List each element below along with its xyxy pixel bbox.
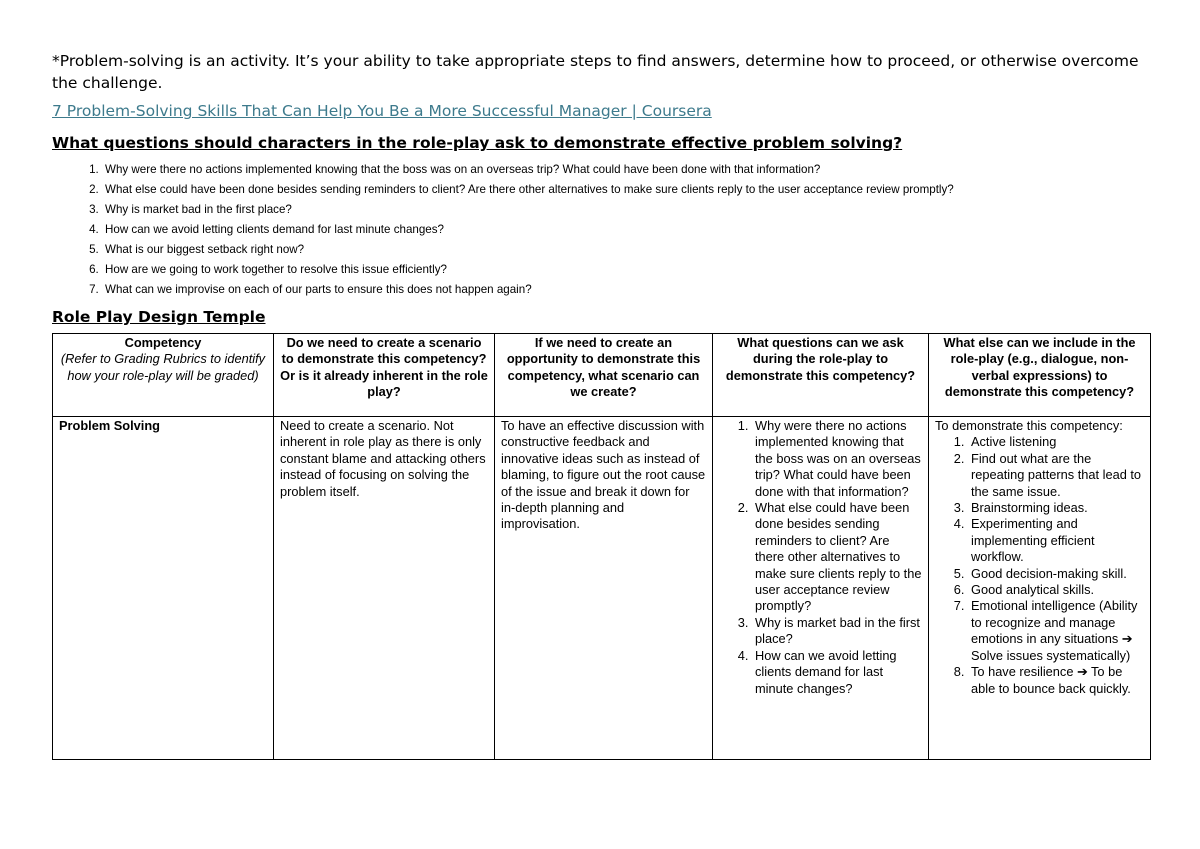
header-competency-note: (Refer to Grading Rubrics to identify how your role-play will be graded) — [60, 351, 266, 383]
list-item: 7. Emotional intelligence (Ability to recognize and manage emotions in any situations ➔ Solve issues systematically) — [968, 598, 1144, 664]
table-row — [53, 417, 1151, 760]
header-questions: What questions can we ask during the role-play to demonstrate this competency? — [713, 334, 929, 417]
header-include: What else can we include in the role-play (e.g., dialogue, non-verbal expressions) to demonstrate this competency? — [929, 334, 1151, 417]
list-item: 5. What is our biggest setback right now? — [102, 240, 1150, 260]
cell-questions — [713, 417, 929, 760]
template-heading: Role Play Design Temple — [52, 308, 266, 326]
list-item: 4. Experimenting and implementing efficient workflow. — [968, 516, 1144, 565]
list-item: 1. Why were there no actions implemented knowing that the boss was on an overseas trip? What could have been done with that information? — [102, 160, 1150, 180]
list-item: 4. How can we avoid letting clients demand for last minute changes? — [102, 220, 1150, 240]
cell-competency — [53, 417, 274, 760]
list-item: 3. Why is market bad in the first place? — [752, 615, 922, 648]
list-item: 6. How are we going to work together to resolve this issue efficiently? — [102, 260, 1150, 280]
role-play-table — [52, 333, 1151, 760]
cell-opportunity: To have an effective discussion with constructive feedback and innovative ideas such as instead of blaming, to figure out the root cause of the issue and break it down for in-depth planning and improvisation. — [495, 417, 713, 760]
list-item: 2. What else could have been done besides sending reminders to client? Are there other alternatives to make sure clients reply to the user acceptance review promptly? — [752, 500, 922, 615]
list-item: 3. Brainstorming ideas. — [968, 500, 1144, 516]
include-intro: To demonstrate this competency: — [935, 418, 1123, 433]
questions-heading: What questions should characters in the role-play ask to demonstrate effective problem solving? — [52, 134, 903, 152]
competency-name: Problem Solving — [59, 418, 160, 433]
header-need-scenario: Do we need to create a scenario to demonstrate this competency? Or is it already inherent in the role play? — [274, 334, 495, 417]
header-competency — [53, 334, 274, 417]
table-header-row — [53, 334, 1151, 417]
list-item: 6. Good analytical skills. — [968, 582, 1144, 598]
cell-need-scenario: Need to create a scenario. Not inherent in role play as there is only constant blame and attacking others instead of focusing on solving the problem itself. — [274, 417, 495, 760]
header-competency-label: Competency — [124, 335, 202, 350]
list-item: 7. What can we improvise on each of our parts to ensure this does not happen again? — [102, 280, 1150, 300]
list-item: 4. How can we avoid letting clients demand for last minute changes? — [752, 648, 922, 697]
intro-paragraph: *Problem-solving is an activity. It’s your ability to take appropriate steps to find answers, determine how to proceed, or otherwise overcome the challenge. — [52, 52, 1139, 92]
coursera-link[interactable]: 7 Problem-Solving Skills That Can Help You Be a More Successful Manager | Coursera — [52, 102, 712, 120]
list-item: 3. Why is market bad in the first place? — [102, 200, 1150, 220]
list-item: 2. What else could have been done besides sending reminders to client? Are there other alternatives to make sure clients reply to the user acceptance review promptly? — [102, 180, 1150, 200]
list-item: 5. Good decision-making skill. — [968, 566, 1144, 582]
list-item: 1. Why were there no actions implemented knowing that the boss was on an overseas trip? What could have been done with that information? — [752, 418, 922, 500]
list-item: 2. Find out what are the repeating patterns that lead to the same issue. — [968, 451, 1144, 500]
header-opportunity: If we need to create an opportunity to demonstrate this competency, what scenario can we create? — [495, 334, 713, 417]
list-item: 8. To have resilience ➔ To be able to bounce back quickly. — [968, 664, 1144, 697]
cell-include — [929, 417, 1151, 760]
document-page — [52, 50, 1150, 760]
list-item: 1. Active listening — [968, 434, 1144, 450]
questions-list — [52, 160, 1150, 300]
